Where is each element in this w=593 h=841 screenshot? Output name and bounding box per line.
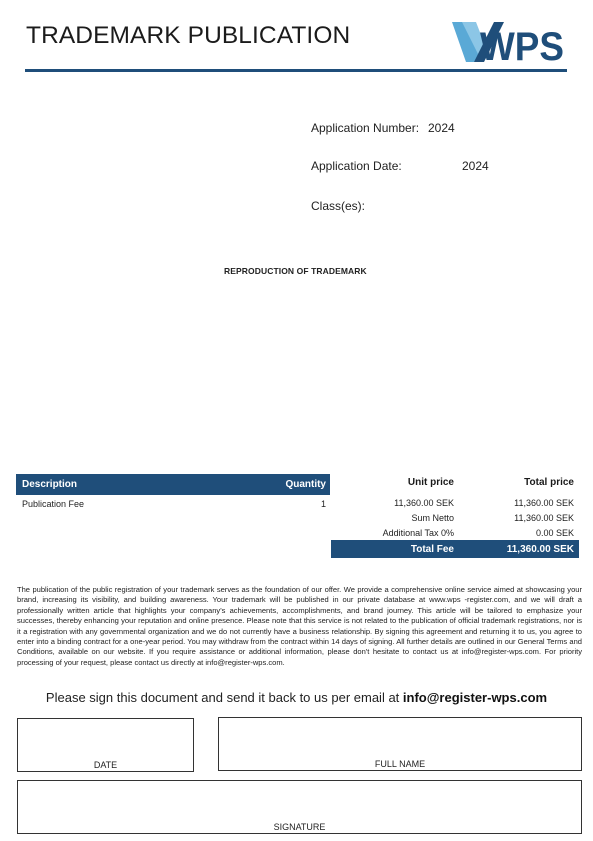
reproduction-heading: REPRODUCTION OF TRADEMARK: [224, 266, 367, 276]
terms-paragraph: The publication of the public registration of your trademark serves as the foundation of our offer. We provide a comprehensive online service aimed at showcasing your brand, increasing its visibility, and building awareness. Your trademark will be published in our private database at www.wps -register.com, and we will draft a professionally written article that highlights your company's achievements, accomplishments, and brand journey. This article will be tailored to emphasize your successes, thereby enhancing your reputation and online presence. Please note that this service is not related to the publication of official trademark registrations, nor is it a registration with any governmental organization and we do not currently have a business relationship. By signing this agreement and returning it to us, you agree to enter into a binding contract for a one-year period. You may withdraw from the contract within 14 days of signing. All further details are outlined in our General Terms and Conditions, available on our website. If you require assistance or additional information, please don't hesitate to contact us at info@register-wps.com. For priority processing of your request, please contact us directly at info@register-wps.com.: [17, 585, 582, 667]
date-box[interactable]: [17, 718, 194, 772]
document-title: TRADEMARK PUBLICATION: [26, 22, 351, 49]
tax-value: 0.00 SEK: [535, 528, 574, 538]
tax-label: Additional Tax 0%: [382, 528, 454, 538]
wps-logo: [450, 18, 566, 66]
signature-box[interactable]: [17, 780, 582, 834]
application-number-value: 2024: [428, 121, 455, 135]
row-unit-price: 11,360.00 SEK: [394, 498, 454, 508]
logo-text: WPS: [480, 25, 564, 66]
row-description: Publication Fee: [22, 499, 85, 509]
unit-price-header: Unit price: [407, 477, 454, 488]
application-date-label: Application Date:: [311, 159, 402, 173]
total-price-header: Total price: [524, 477, 574, 488]
sum-netto-label: Sum Netto: [411, 513, 454, 523]
total-fee-label: Total Fee: [410, 544, 454, 555]
contact-email: info@register-wps.com: [402, 690, 548, 705]
application-number-label: Application Number:: [311, 121, 420, 135]
classes-label: Class(es):: [311, 199, 366, 213]
signature-label: SIGNATURE: [273, 822, 326, 832]
sum-netto-value: 11,360.00 SEK: [514, 513, 574, 523]
description-header: Description: [22, 479, 78, 490]
quantity-header: Quantity: [285, 479, 326, 490]
date-label: DATE: [93, 760, 118, 770]
sign-instruction-text: Please sign this document and send it back to us per email at: [45, 690, 400, 705]
sign-instruction: [0, 690, 593, 705]
application-date-value: 2024: [462, 159, 489, 173]
full-name-label: FULL NAME: [374, 759, 426, 769]
header-divider: [25, 69, 567, 72]
row-quantity: 1: [320, 499, 326, 509]
row-total-price: 11,360.00 SEK: [514, 498, 574, 508]
total-fee-value: 11,360.00 SEK: [506, 544, 574, 555]
full-name-box[interactable]: [218, 717, 582, 771]
